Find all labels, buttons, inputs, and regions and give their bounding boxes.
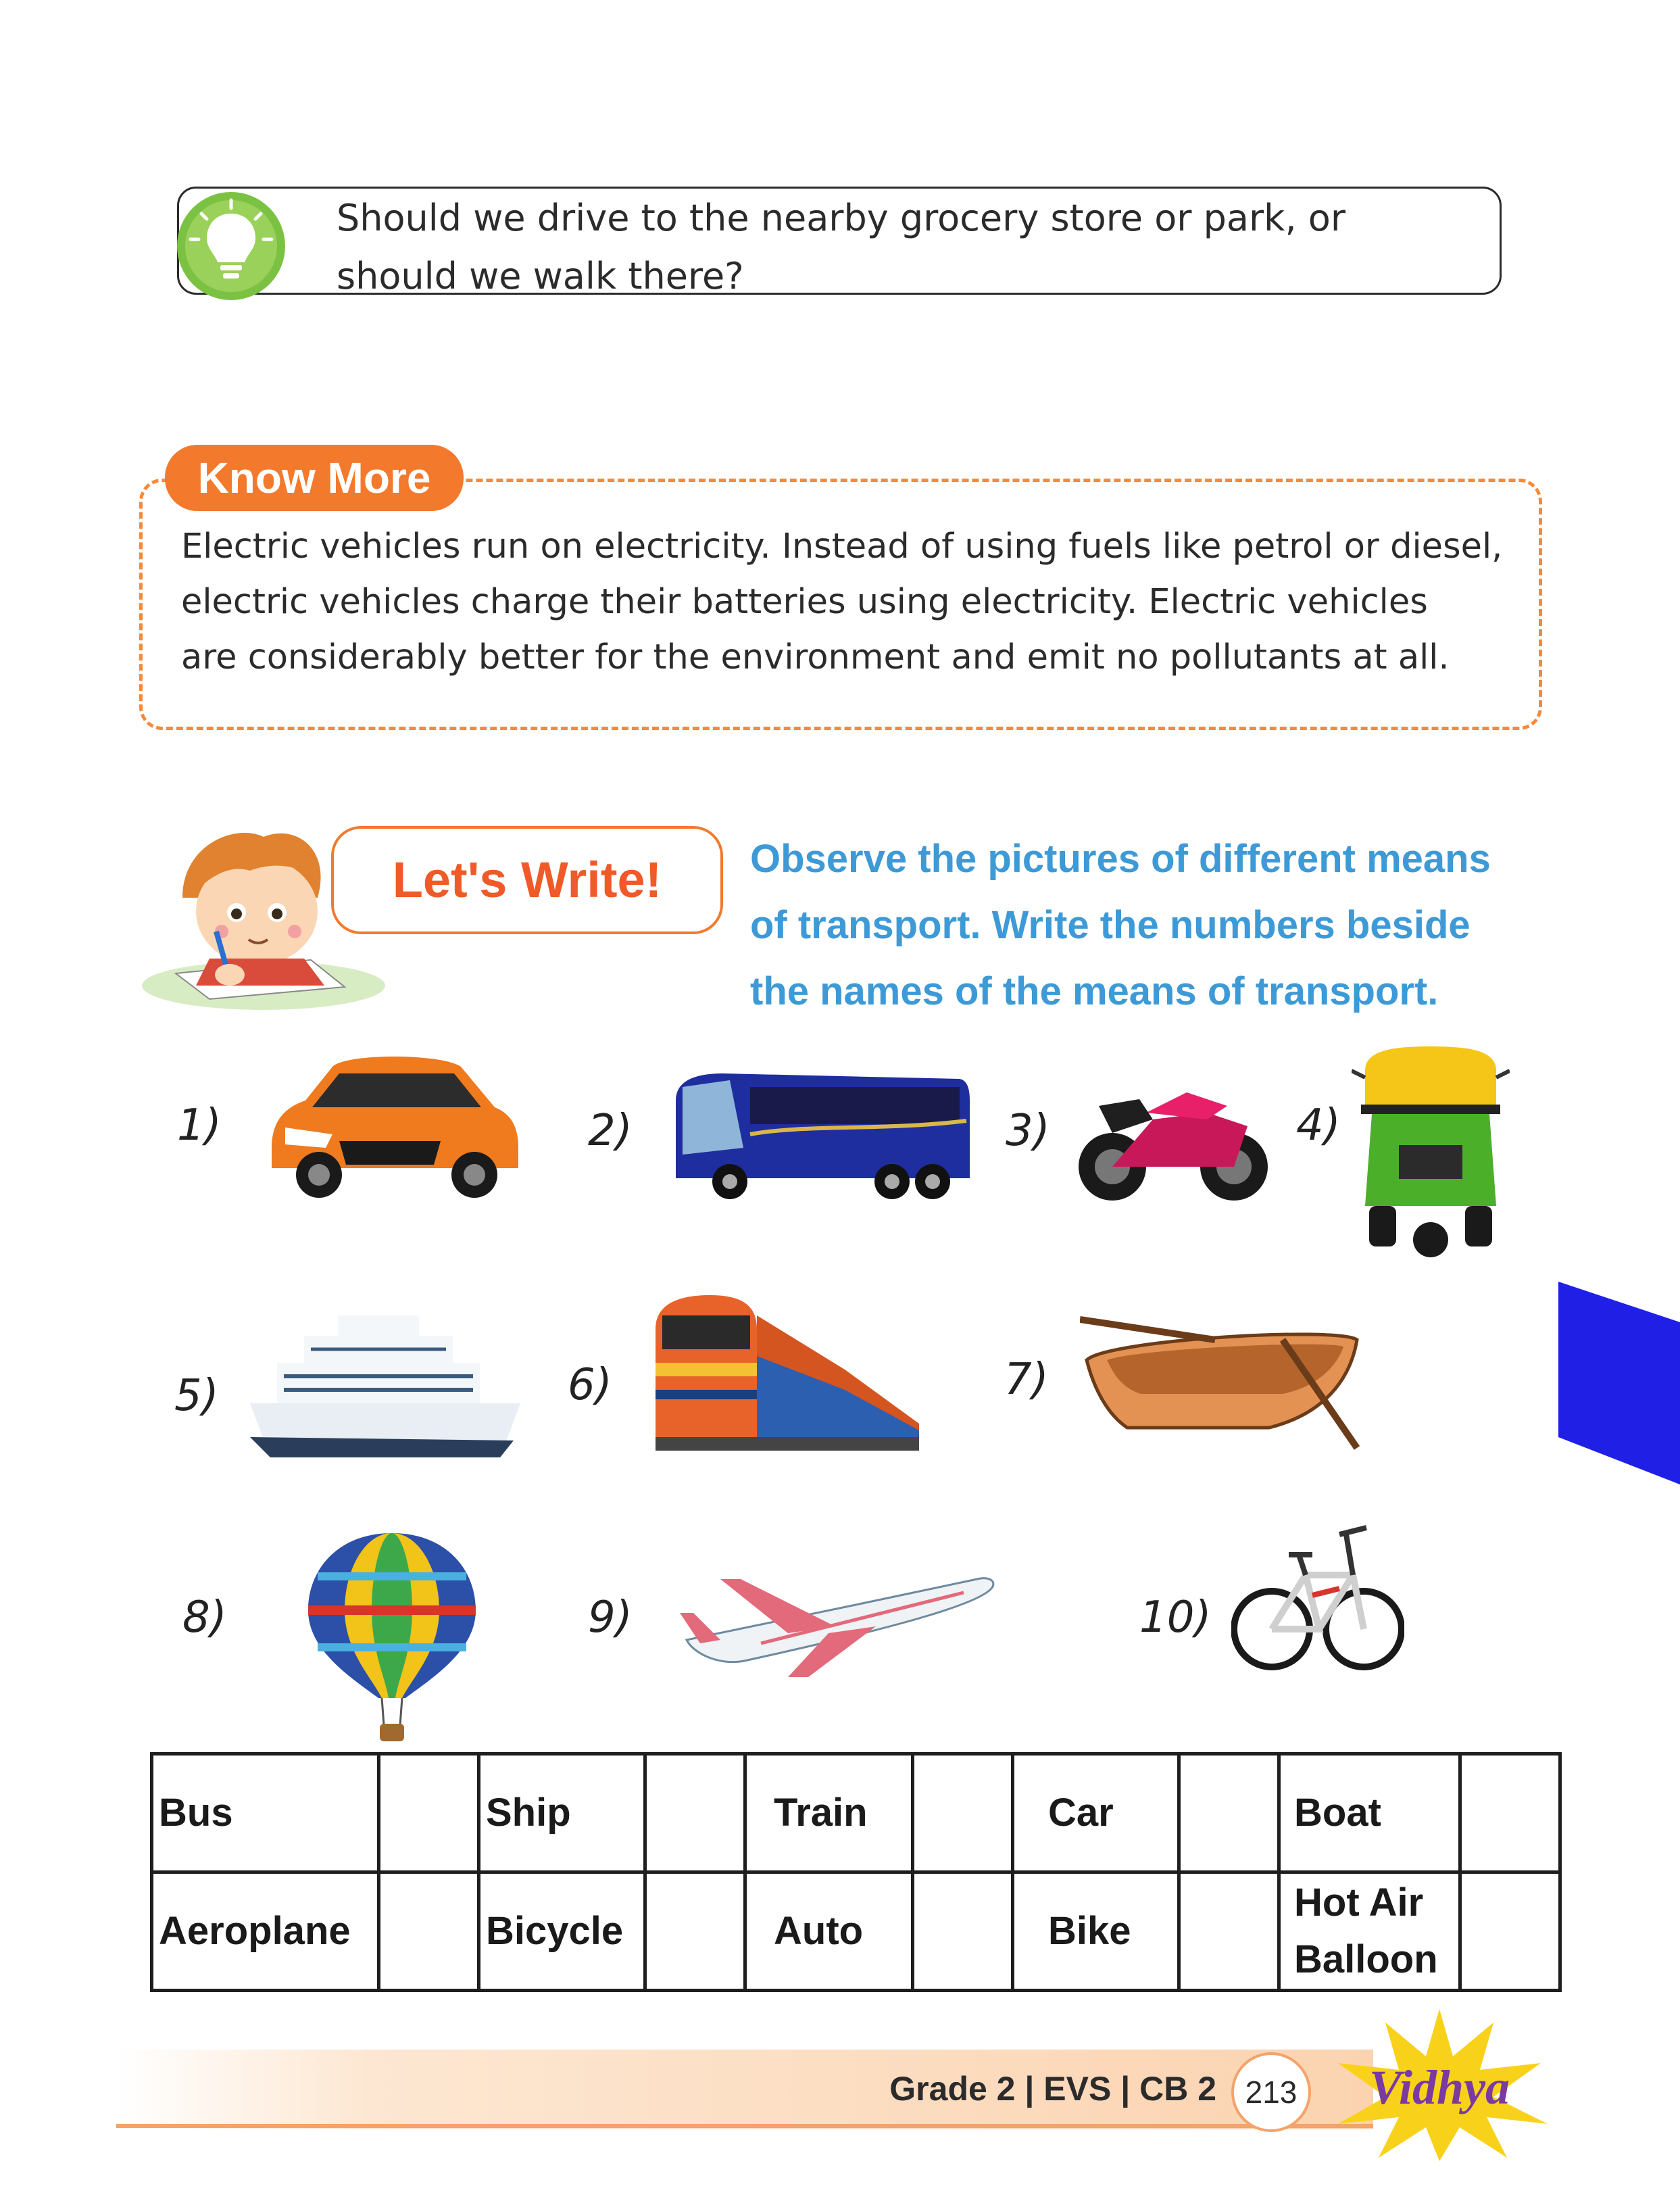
picture-label-4: 4): [1296, 1100, 1341, 1151]
table-cell-label: Hot Air Balloon: [1279, 1872, 1460, 1991]
picture-label-5: 5): [174, 1371, 219, 1421]
answer-blank[interactable]: [645, 1872, 745, 1991]
picture-label-2: 2): [588, 1106, 633, 1156]
know-more-title: Know More: [165, 445, 464, 511]
question-text: [337, 189, 1452, 306]
boat-icon: [1080, 1313, 1364, 1453]
page-number: 213: [1231, 2052, 1311, 2132]
table-cell-label: Boat: [1279, 1754, 1460, 1872]
ship-icon: [250, 1302, 526, 1471]
answer-blank[interactable]: [913, 1754, 1013, 1872]
aeroplane-icon: [680, 1566, 997, 1682]
picture-label-3: 3): [1006, 1106, 1050, 1156]
question-line-2: should we walk there?: [337, 255, 744, 297]
picture-label-1: 1): [177, 1100, 222, 1151]
footer-text: Grade 2 | EVS | CB 2: [889, 2070, 1216, 2108]
side-tab: [1558, 1282, 1680, 1484]
table-row: [152, 1872, 1560, 1991]
know-more-line: Electric vehicles run on electricity. Instead of using fuels like petrol or diesel,: [181, 527, 1503, 566]
picture-label-6: 6): [568, 1360, 612, 1410]
picture-label-7: 7): [1004, 1355, 1049, 1405]
instruction-line: the names of the means of transport.: [750, 969, 1439, 1013]
train-icon: [642, 1288, 923, 1453]
answer-table: [150, 1752, 1562, 1992]
answer-blank[interactable]: [913, 1872, 1013, 1991]
picture-label-8: 8): [182, 1593, 227, 1643]
table-cell-label: Car: [1013, 1754, 1179, 1872]
answer-blank[interactable]: [379, 1754, 479, 1872]
lets-write-instruction: [750, 826, 1534, 1025]
hot-air-balloon-icon: [304, 1529, 480, 1745]
vidhya-logo: [1325, 2002, 1554, 2164]
know-more-line: electric vehicles charge their batteries using electricity. Electric vehicles: [181, 582, 1428, 622]
instruction-line: of transport. Write the numbers beside: [750, 903, 1471, 947]
answer-blank[interactable]: [1460, 1872, 1560, 1991]
bus-icon: [669, 1060, 973, 1209]
logo-text: Vidhya: [1368, 2060, 1510, 2114]
car-icon: [258, 1046, 522, 1202]
bicycle-icon: [1231, 1514, 1404, 1680]
instruction-line: Observe the pictures of different means: [750, 837, 1491, 881]
table-row: [152, 1754, 1560, 1872]
motorbike-icon: [1072, 1065, 1275, 1207]
table-cell-label: Bike: [1013, 1872, 1179, 1991]
know-more-text: [181, 519, 1526, 685]
picture-label-9: 9): [588, 1593, 633, 1643]
footer-line: [116, 2124, 1373, 2128]
auto-rickshaw-icon: [1352, 1044, 1510, 1260]
lightbulb-icon: [174, 189, 288, 303]
answer-blank[interactable]: [1179, 1754, 1279, 1872]
question-line-1: Should we drive to the nearby grocery store or park, or: [337, 197, 1346, 239]
lets-write-title: Let's Write!: [331, 826, 723, 934]
table-cell-label: Aeroplane: [152, 1872, 379, 1991]
table-cell-label: Train: [745, 1754, 913, 1872]
table-cell-label: Auto: [745, 1872, 913, 1991]
picture-label-10: 10): [1139, 1593, 1212, 1643]
answer-blank[interactable]: [379, 1872, 479, 1991]
table-cell-label: Bicycle: [479, 1872, 645, 1991]
table-cell-label: Bus: [152, 1754, 379, 1872]
know-more-line: are considerably better for the environment and emit no pollutants at all.: [181, 637, 1450, 677]
answer-blank[interactable]: [1179, 1872, 1279, 1991]
answer-blank[interactable]: [1460, 1754, 1560, 1872]
table-cell-label: Ship: [479, 1754, 645, 1872]
answer-blank[interactable]: [645, 1754, 745, 1872]
